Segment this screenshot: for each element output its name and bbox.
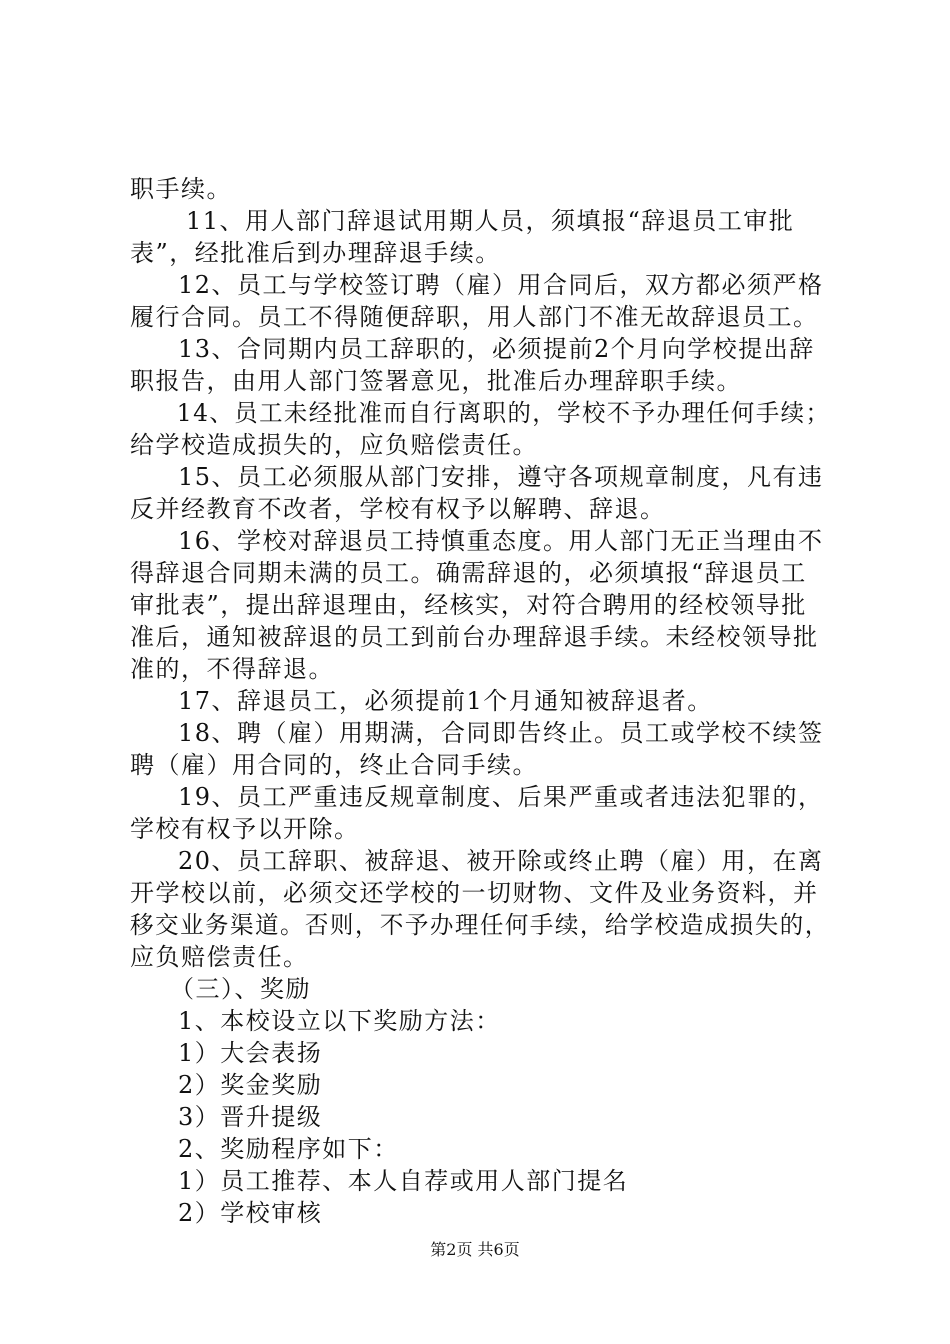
paragraph-line: 履行合同。员工不得随便辞职，用人部门不准无故辞退员工。 — [130, 303, 819, 331]
paragraph-line: 给学校造成损失的，应负赔偿责任。 — [130, 431, 538, 459]
paragraph-line: 1、本校设立以下奖励方法： — [178, 1007, 501, 1035]
paragraph-line: 得辞退合同期未满的员工。确需辞退的，必须填报“辞退员工 — [130, 559, 807, 587]
paragraph-line: 开学校以前，必须交还学校的一切财物、文件及业务资料，并 — [130, 879, 819, 907]
paragraph-line: 1）员工推荐、本人自荐或用人部门提名 — [178, 1167, 629, 1195]
paragraph-line: 18、聘（雇）用期满，合同即告终止。员工或学校不续签 — [178, 719, 824, 747]
paragraph-line: 2）奖金奖励 — [178, 1071, 323, 1099]
paragraph-line: 学校有权予以开除。 — [130, 815, 360, 843]
paragraph-line: 13、合同期内员工辞职的，必须提前2个月向学校提出辞 — [178, 335, 815, 363]
paragraph-line: 3）晋升提级 — [178, 1103, 323, 1131]
paragraph-line: 反并经教育不改者，学校有权予以解聘、辞退。 — [130, 495, 666, 523]
paragraph-line: 2）学校审核 — [178, 1199, 323, 1227]
paragraph-line: 20、员工辞职、被辞退、被开除或终止聘（雇）用，在离 — [178, 847, 824, 875]
paragraph-line: 审批表”，提出辞退理由，经核实，对符合聘用的经校领导批 — [130, 591, 807, 619]
paragraph-line: 职报告，由用人部门签署意见，批准后办理辞职手续。 — [130, 367, 742, 395]
paragraph-line: 移交业务渠道。否则，不予办理任何手续，给学校造成损失的， — [130, 911, 830, 939]
paragraph-line: 职手续。 — [130, 175, 232, 203]
paragraph-line: 17、辞退员工，必须提前1个月通知被辞退者。 — [178, 687, 713, 715]
page-number-footer: 第2页 共6页 — [430, 1240, 520, 1259]
paragraph-line: 16、学校对辞退员工持慎重态度。用人部门无正当理由不 — [178, 527, 824, 555]
paragraph-line: 2、奖励程序如下： — [178, 1135, 399, 1163]
paragraph-line: 19、员工严重违反规章制度、后果严重或者违法犯罪的， — [178, 783, 824, 811]
paragraph-line: 聘（雇）用合同的，终止合同手续。 — [130, 751, 538, 779]
paragraph-line: 应负赔偿责任。 — [130, 943, 309, 971]
paragraph-line: 准后，通知被辞退的员工到前台办理辞退手续。未经校领导批 — [130, 623, 819, 651]
paragraph-line: 14、员工未经批准而自行离职的，学校不予办理任何手续； — [176, 399, 831, 427]
paragraph-line: （三）、奖励 — [170, 975, 311, 1003]
paragraph-line: 12、员工与学校签订聘（雇）用合同后，双方都必须严格 — [178, 271, 824, 299]
paragraph-line: 准的，不得辞退。 — [130, 655, 334, 683]
document-body — [130, 173, 830, 1229]
paragraph-line: 1）大会表扬 — [178, 1039, 323, 1067]
paragraph-line: 15、员工必须服从部门安排，遵守各项规章制度，凡有违 — [178, 463, 824, 491]
paragraph-line: 11、用人部门辞退试用期人员，须填报“辞退员工审批 — [186, 207, 795, 235]
paragraph-line: 表”，经批准后到办理辞退手续。 — [130, 239, 501, 267]
